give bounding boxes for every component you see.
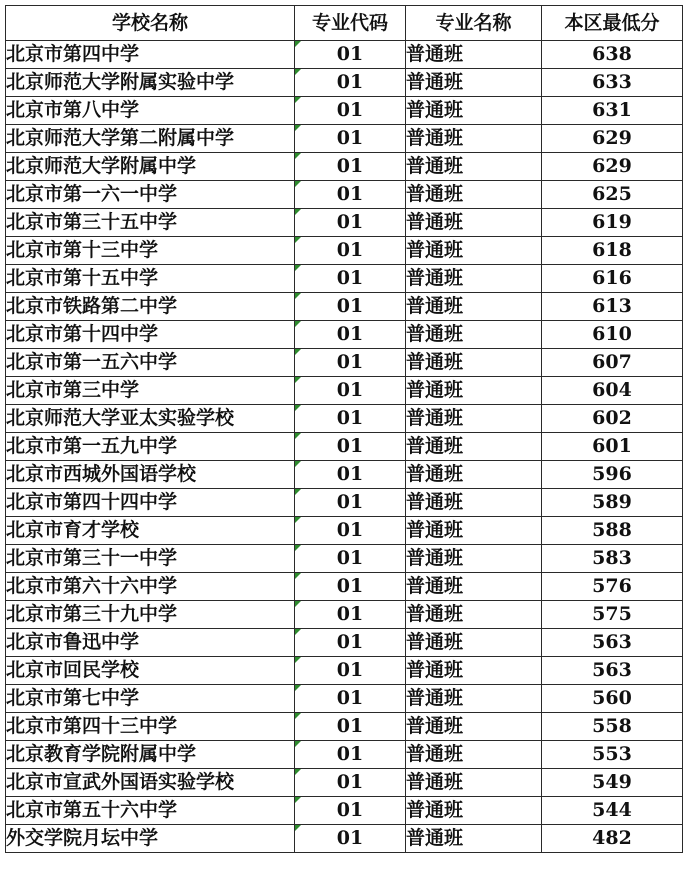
school-name-cell: 北京市第五十六中学 (6, 797, 295, 825)
min-score-cell: 596 (542, 461, 683, 489)
min-score-cell: 607 (542, 349, 683, 377)
major-name-cell: 普通班 (406, 41, 542, 69)
table-row (6, 601, 683, 629)
cell-flag-marker (295, 181, 301, 187)
major-code-cell: 01 (295, 573, 406, 601)
major-name-cell: 普通班 (406, 545, 542, 573)
school-name-cell: 北京市第三十一中学 (6, 545, 295, 573)
table-row (6, 433, 683, 461)
major-name-cell: 普通班 (406, 461, 542, 489)
min-score-cell: 549 (542, 769, 683, 797)
cell-flag-marker (295, 69, 301, 75)
major-code-cell: 01 (295, 741, 406, 769)
major-name-cell: 普通班 (406, 433, 542, 461)
table-row (6, 69, 683, 97)
cell-flag-marker (295, 237, 301, 243)
cell-flag-marker (295, 825, 301, 831)
min-score-cell: 629 (542, 125, 683, 153)
major-name-cell: 普通班 (406, 657, 542, 685)
cell-flag-marker (295, 545, 301, 551)
min-score-cell: 482 (542, 825, 683, 853)
cell-flag-marker (295, 405, 301, 411)
major-code-cell: 01 (295, 769, 406, 797)
major-code-cell: 01 (295, 237, 406, 265)
table-row (6, 349, 683, 377)
major-name-cell: 普通班 (406, 377, 542, 405)
major-name-cell: 普通班 (406, 517, 542, 545)
cell-flag-marker (295, 769, 301, 775)
table-header-row (6, 6, 683, 41)
major-code-cell: 01 (295, 153, 406, 181)
table-row (6, 461, 683, 489)
min-score-cell: 604 (542, 377, 683, 405)
cell-flag-marker (295, 713, 301, 719)
min-score-cell: 610 (542, 321, 683, 349)
major-name-cell: 普通班 (406, 629, 542, 657)
major-name-cell: 普通班 (406, 349, 542, 377)
table-row (6, 293, 683, 321)
cell-flag-marker (295, 629, 301, 635)
school-name-cell: 北京市第四中学 (6, 41, 295, 69)
cell-flag-marker (295, 349, 301, 355)
major-name-cell: 普通班 (406, 265, 542, 293)
school-name-cell: 北京市回民学校 (6, 657, 295, 685)
cell-flag-marker (295, 685, 301, 691)
school-name-cell: 北京市铁路第二中学 (6, 293, 295, 321)
min-score-cell: 583 (542, 545, 683, 573)
major-code-cell: 01 (295, 797, 406, 825)
min-score-cell: 613 (542, 293, 683, 321)
header-min-score: 本区最低分 (542, 6, 683, 41)
table-row (6, 825, 683, 853)
school-name-cell: 北京市宣武外国语实验学校 (6, 769, 295, 797)
major-code-cell: 01 (295, 825, 406, 853)
table-row (6, 209, 683, 237)
major-name-cell: 普通班 (406, 825, 542, 853)
table-row (6, 41, 683, 69)
table-row (6, 321, 683, 349)
table-row (6, 181, 683, 209)
cell-flag-marker (295, 321, 301, 327)
major-name-cell: 普通班 (406, 237, 542, 265)
table-body (6, 41, 683, 853)
major-name-cell: 普通班 (406, 153, 542, 181)
major-code-cell: 01 (295, 69, 406, 97)
table-row (6, 265, 683, 293)
school-name-cell: 北京市第十四中学 (6, 321, 295, 349)
school-name-cell: 北京市第一六一中学 (6, 181, 295, 209)
major-code-cell: 01 (295, 517, 406, 545)
school-name-cell: 北京教育学院附属中学 (6, 741, 295, 769)
major-name-cell: 普通班 (406, 209, 542, 237)
major-name-cell: 普通班 (406, 573, 542, 601)
header-school-name: 学校名称 (6, 6, 295, 41)
min-score-cell: 618 (542, 237, 683, 265)
table-row (6, 713, 683, 741)
cell-flag-marker (295, 489, 301, 495)
school-name-cell: 北京市第七中学 (6, 685, 295, 713)
major-code-cell: 01 (295, 293, 406, 321)
major-code-cell: 01 (295, 489, 406, 517)
cell-flag-marker (295, 461, 301, 467)
school-name-cell: 北京市第十五中学 (6, 265, 295, 293)
table-row (6, 153, 683, 181)
major-code-cell: 01 (295, 685, 406, 713)
cell-flag-marker (295, 125, 301, 131)
school-name-cell: 北京市第四十三中学 (6, 713, 295, 741)
min-score-cell: 575 (542, 601, 683, 629)
min-score-cell: 553 (542, 741, 683, 769)
major-code-cell: 01 (295, 405, 406, 433)
table-row (6, 741, 683, 769)
school-name-cell: 北京市第一五六中学 (6, 349, 295, 377)
cell-flag-marker (295, 657, 301, 663)
min-score-cell: 619 (542, 209, 683, 237)
major-code-cell: 01 (295, 629, 406, 657)
school-name-cell: 北京师范大学第二附属中学 (6, 125, 295, 153)
min-score-cell: 629 (542, 153, 683, 181)
major-code-cell: 01 (295, 349, 406, 377)
header-major-name: 专业名称 (406, 6, 542, 41)
major-code-cell: 01 (295, 321, 406, 349)
major-code-cell: 01 (295, 461, 406, 489)
min-score-cell: 625 (542, 181, 683, 209)
admission-score-table (5, 5, 683, 853)
school-name-cell: 北京市第四十四中学 (6, 489, 295, 517)
major-name-cell: 普通班 (406, 69, 542, 97)
cell-flag-marker (295, 741, 301, 747)
major-code-cell: 01 (295, 181, 406, 209)
min-score-cell: 560 (542, 685, 683, 713)
major-code-cell: 01 (295, 41, 406, 69)
school-name-cell: 北京市第三中学 (6, 377, 295, 405)
min-score-cell: 631 (542, 97, 683, 125)
major-name-cell: 普通班 (406, 769, 542, 797)
cell-flag-marker (295, 797, 301, 803)
min-score-cell: 563 (542, 657, 683, 685)
cell-flag-marker (295, 265, 301, 271)
major-code-cell: 01 (295, 97, 406, 125)
major-code-cell: 01 (295, 713, 406, 741)
major-name-cell: 普通班 (406, 293, 542, 321)
min-score-cell: 588 (542, 517, 683, 545)
table-row (6, 573, 683, 601)
school-name-cell: 北京市第八中学 (6, 97, 295, 125)
cell-flag-marker (295, 517, 301, 523)
major-name-cell: 普通班 (406, 685, 542, 713)
school-name-cell: 北京市第六十六中学 (6, 573, 295, 601)
major-code-cell: 01 (295, 209, 406, 237)
min-score-cell: 602 (542, 405, 683, 433)
cell-flag-marker (295, 601, 301, 607)
min-score-cell: 563 (542, 629, 683, 657)
school-name-cell: 外交学院月坛中学 (6, 825, 295, 853)
major-name-cell: 普通班 (406, 489, 542, 517)
major-code-cell: 01 (295, 601, 406, 629)
table-row (6, 489, 683, 517)
min-score-cell: 638 (542, 41, 683, 69)
table-row (6, 125, 683, 153)
table-row (6, 517, 683, 545)
min-score-cell: 544 (542, 797, 683, 825)
table-row (6, 685, 683, 713)
major-name-cell: 普通班 (406, 97, 542, 125)
cell-flag-marker (295, 433, 301, 439)
school-name-cell: 北京市第三十九中学 (6, 601, 295, 629)
table-row (6, 769, 683, 797)
cell-flag-marker (295, 377, 301, 383)
min-score-cell: 633 (542, 69, 683, 97)
table-row (6, 97, 683, 125)
major-name-cell: 普通班 (406, 741, 542, 769)
major-name-cell: 普通班 (406, 181, 542, 209)
major-code-cell: 01 (295, 657, 406, 685)
table-row (6, 629, 683, 657)
min-score-cell: 616 (542, 265, 683, 293)
major-name-cell: 普通班 (406, 321, 542, 349)
major-code-cell: 01 (295, 433, 406, 461)
cell-flag-marker (295, 573, 301, 579)
cell-flag-marker (295, 41, 301, 47)
min-score-cell: 589 (542, 489, 683, 517)
table-row (6, 545, 683, 573)
major-name-cell: 普通班 (406, 405, 542, 433)
major-code-cell: 01 (295, 265, 406, 293)
table-row (6, 237, 683, 265)
cell-flag-marker (295, 153, 301, 159)
school-name-cell: 北京市西城外国语学校 (6, 461, 295, 489)
school-name-cell: 北京市育才学校 (6, 517, 295, 545)
school-name-cell: 北京市第三十五中学 (6, 209, 295, 237)
major-name-cell: 普通班 (406, 797, 542, 825)
min-score-cell: 576 (542, 573, 683, 601)
school-name-cell: 北京师范大学附属实验中学 (6, 69, 295, 97)
table-row (6, 797, 683, 825)
major-code-cell: 01 (295, 125, 406, 153)
major-name-cell: 普通班 (406, 713, 542, 741)
table-row (6, 377, 683, 405)
school-name-cell: 北京市第十三中学 (6, 237, 295, 265)
school-name-cell: 北京师范大学附属中学 (6, 153, 295, 181)
school-name-cell: 北京市第一五九中学 (6, 433, 295, 461)
min-score-cell: 601 (542, 433, 683, 461)
table-row (6, 657, 683, 685)
min-score-cell: 558 (542, 713, 683, 741)
header-major-code: 专业代码 (295, 6, 406, 41)
major-name-cell: 普通班 (406, 601, 542, 629)
cell-flag-marker (295, 209, 301, 215)
school-name-cell: 北京师范大学亚太实验学校 (6, 405, 295, 433)
major-name-cell: 普通班 (406, 125, 542, 153)
cell-flag-marker (295, 97, 301, 103)
major-code-cell: 01 (295, 545, 406, 573)
major-code-cell: 01 (295, 377, 406, 405)
table-row (6, 405, 683, 433)
school-name-cell: 北京市鲁迅中学 (6, 629, 295, 657)
cell-flag-marker (295, 293, 301, 299)
